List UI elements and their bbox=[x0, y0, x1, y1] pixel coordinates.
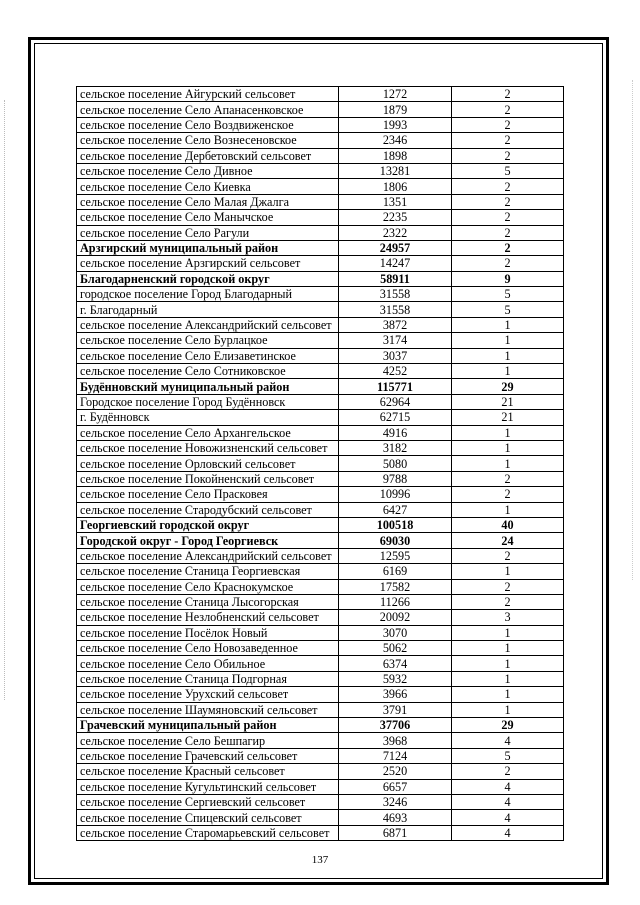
cell-count: 2 bbox=[452, 102, 564, 117]
cell-population: 3174 bbox=[339, 333, 452, 348]
cell-population: 6871 bbox=[339, 825, 452, 840]
cell-count: 2 bbox=[452, 210, 564, 225]
cell-count: 1 bbox=[452, 425, 564, 440]
table-row-subtotal bbox=[77, 517, 564, 532]
table-row bbox=[77, 440, 564, 455]
cell-name: сельское поселение Село Обильное bbox=[77, 656, 339, 671]
cell-count: 2 bbox=[452, 240, 564, 255]
cell-count: 1 bbox=[452, 656, 564, 671]
table-row bbox=[77, 302, 564, 317]
cell-count: 9 bbox=[452, 271, 564, 286]
cell-count: 5 bbox=[452, 748, 564, 763]
cell-population: 17582 bbox=[339, 579, 452, 594]
cell-name: сельское поселение Старомарьевский сельсовет bbox=[77, 825, 339, 840]
cell-name: сельское поселение Грачевский сельсовет bbox=[77, 748, 339, 763]
cell-name: сельское поселение Урухский сельсовет bbox=[77, 687, 339, 702]
table-row bbox=[77, 748, 564, 763]
table-row bbox=[77, 225, 564, 240]
cell-population: 37706 bbox=[339, 718, 452, 733]
cell-count: 2 bbox=[452, 594, 564, 609]
cell-name: городское поселение Город Благодарный bbox=[77, 287, 339, 302]
table-row bbox=[77, 594, 564, 609]
table-row bbox=[77, 810, 564, 825]
cell-count: 4 bbox=[452, 779, 564, 794]
table-row bbox=[77, 779, 564, 794]
table-body bbox=[77, 87, 564, 841]
cell-population: 1898 bbox=[339, 148, 452, 163]
cell-population: 1993 bbox=[339, 117, 452, 132]
cell-population: 2322 bbox=[339, 225, 452, 240]
table-row bbox=[77, 179, 564, 194]
cell-count: 5 bbox=[452, 302, 564, 317]
cell-population: 2346 bbox=[339, 133, 452, 148]
cell-population: 2235 bbox=[339, 210, 452, 225]
cell-name: сельское поселение Село Малая Джалга bbox=[77, 194, 339, 209]
cell-population: 14247 bbox=[339, 256, 452, 271]
cell-population: 3968 bbox=[339, 733, 452, 748]
cell-population: 69030 bbox=[339, 533, 452, 548]
cell-population: 62964 bbox=[339, 394, 452, 409]
table-row-subtotal bbox=[77, 533, 564, 548]
cell-count: 21 bbox=[452, 410, 564, 425]
cell-name: Арзгирский муниципальный район bbox=[77, 240, 339, 255]
table-row bbox=[77, 117, 564, 132]
cell-population: 58911 bbox=[339, 271, 452, 286]
cell-name: сельское поселение Село Бурлацкое bbox=[77, 333, 339, 348]
cell-name: Будённовский муниципальный район bbox=[77, 379, 339, 394]
table-row bbox=[77, 163, 564, 178]
cell-count: 2 bbox=[452, 133, 564, 148]
cell-name: сельское поселение Село Елизаветинское bbox=[77, 348, 339, 363]
table-row bbox=[77, 794, 564, 809]
cell-population: 5932 bbox=[339, 671, 452, 686]
cell-population: 2520 bbox=[339, 764, 452, 779]
cell-name: Городское поселение Город Будённовск bbox=[77, 394, 339, 409]
cell-name: сельское поселение Новожизненский сельсовет bbox=[77, 440, 339, 455]
cell-count: 1 bbox=[452, 456, 564, 471]
table-row bbox=[77, 671, 564, 686]
cell-name: сельское поселение Спицевский сельсовет bbox=[77, 810, 339, 825]
cell-count: 29 bbox=[452, 379, 564, 394]
table-row bbox=[77, 102, 564, 117]
cell-name: сельское поселение Село Архангельское bbox=[77, 425, 339, 440]
cell-count: 1 bbox=[452, 641, 564, 656]
table-row bbox=[77, 625, 564, 640]
table-row bbox=[77, 256, 564, 271]
cell-name: сельское поселение Село Манычское bbox=[77, 210, 339, 225]
cell-name: Городской округ - Город Георгиевск bbox=[77, 533, 339, 548]
cell-population: 6374 bbox=[339, 656, 452, 671]
table-row bbox=[77, 133, 564, 148]
cell-population: 3791 bbox=[339, 702, 452, 717]
cell-name: сельское поселение Шаумяновский сельсовет bbox=[77, 702, 339, 717]
cell-population: 4252 bbox=[339, 364, 452, 379]
table-row bbox=[77, 410, 564, 425]
cell-count: 2 bbox=[452, 117, 564, 132]
cell-name: сельское поселение Село Вознесеновское bbox=[77, 133, 339, 148]
cell-name: сельское поселение Село Прасковея bbox=[77, 487, 339, 502]
cell-population: 3872 bbox=[339, 317, 452, 332]
table-row bbox=[77, 210, 564, 225]
cell-name: Благодарненский городской округ bbox=[77, 271, 339, 286]
cell-population: 6169 bbox=[339, 564, 452, 579]
cell-population: 6427 bbox=[339, 502, 452, 517]
cell-name: сельское поселение Село Бешпагир bbox=[77, 733, 339, 748]
table-row bbox=[77, 764, 564, 779]
cell-population: 3182 bbox=[339, 440, 452, 455]
cell-name: сельское поселение Александрийский сельсовет bbox=[77, 548, 339, 563]
table-row bbox=[77, 456, 564, 471]
table-row bbox=[77, 548, 564, 563]
cell-count: 1 bbox=[452, 333, 564, 348]
cell-name: сельское поселение Село Краснокумское bbox=[77, 579, 339, 594]
table-row bbox=[77, 148, 564, 163]
cell-name: сельское поселение Село Апанасенковское bbox=[77, 102, 339, 117]
cell-count: 2 bbox=[452, 87, 564, 102]
cell-count: 5 bbox=[452, 163, 564, 178]
cell-count: 1 bbox=[452, 564, 564, 579]
cell-population: 31558 bbox=[339, 287, 452, 302]
cell-count: 1 bbox=[452, 440, 564, 455]
cell-count: 2 bbox=[452, 179, 564, 194]
table-row bbox=[77, 364, 564, 379]
cell-name: сельское поселение Село Киевка bbox=[77, 179, 339, 194]
cell-name: Георгиевский городской округ bbox=[77, 517, 339, 532]
cell-name: сельское поселение Село Воздвиженское bbox=[77, 117, 339, 132]
cell-count: 24 bbox=[452, 533, 564, 548]
cell-name: сельское поселение Посёлок Новый bbox=[77, 625, 339, 640]
cell-name: г. Благодарный bbox=[77, 302, 339, 317]
cell-population: 4693 bbox=[339, 810, 452, 825]
cell-count: 4 bbox=[452, 825, 564, 840]
cell-population: 115771 bbox=[339, 379, 452, 394]
table-row bbox=[77, 471, 564, 486]
cell-population: 5080 bbox=[339, 456, 452, 471]
table-row bbox=[77, 687, 564, 702]
cell-count: 2 bbox=[452, 148, 564, 163]
cell-population: 100518 bbox=[339, 517, 452, 532]
cell-population: 5062 bbox=[339, 641, 452, 656]
cell-population: 24957 bbox=[339, 240, 452, 255]
table-row-subtotal bbox=[77, 379, 564, 394]
table-row-subtotal bbox=[77, 718, 564, 733]
cell-population: 13281 bbox=[339, 163, 452, 178]
cell-count: 4 bbox=[452, 794, 564, 809]
table-row bbox=[77, 425, 564, 440]
cell-name: г. Будённовск bbox=[77, 410, 339, 425]
cell-count: 2 bbox=[452, 471, 564, 486]
cell-count: 1 bbox=[452, 625, 564, 640]
cell-population: 1272 bbox=[339, 87, 452, 102]
table-row bbox=[77, 641, 564, 656]
cell-name: сельское поселение Село Рагули bbox=[77, 225, 339, 240]
table-row bbox=[77, 487, 564, 502]
population-table bbox=[76, 86, 564, 841]
cell-population: 9788 bbox=[339, 471, 452, 486]
cell-name: сельское поселение Село Сотниковское bbox=[77, 364, 339, 379]
cell-population: 3966 bbox=[339, 687, 452, 702]
table-row bbox=[77, 333, 564, 348]
table-row bbox=[77, 348, 564, 363]
table-row-subtotal bbox=[77, 271, 564, 286]
cell-count: 5 bbox=[452, 287, 564, 302]
cell-name: сельское поселение Стародубский сельсовет bbox=[77, 502, 339, 517]
table-row bbox=[77, 287, 564, 302]
cell-population: 12595 bbox=[339, 548, 452, 563]
table-row bbox=[77, 610, 564, 625]
cell-count: 2 bbox=[452, 194, 564, 209]
cell-population: 1806 bbox=[339, 179, 452, 194]
cell-population: 62715 bbox=[339, 410, 452, 425]
cell-population: 1351 bbox=[339, 194, 452, 209]
cell-count: 3 bbox=[452, 610, 564, 625]
cell-count: 2 bbox=[452, 764, 564, 779]
cell-count: 4 bbox=[452, 733, 564, 748]
cell-name: сельское поселение Орловский сельсовет bbox=[77, 456, 339, 471]
table-row bbox=[77, 502, 564, 517]
cell-population: 3246 bbox=[339, 794, 452, 809]
cell-count: 40 bbox=[452, 517, 564, 532]
cell-name: сельское поселение Незлобненский сельсовет bbox=[77, 610, 339, 625]
cell-count: 2 bbox=[452, 256, 564, 271]
cell-population: 31558 bbox=[339, 302, 452, 317]
cell-name: сельское поселение Станица Георгиевская bbox=[77, 564, 339, 579]
cell-name: Грачевский муниципальный район bbox=[77, 718, 339, 733]
scan-edge-right bbox=[632, 80, 634, 580]
cell-name: сельское поселение Айгурский сельсовет bbox=[77, 87, 339, 102]
cell-count: 1 bbox=[452, 348, 564, 363]
cell-count: 1 bbox=[452, 702, 564, 717]
cell-count: 1 bbox=[452, 671, 564, 686]
cell-population: 11266 bbox=[339, 594, 452, 609]
cell-name: сельское поселение Сергиевский сельсовет bbox=[77, 794, 339, 809]
cell-population: 3037 bbox=[339, 348, 452, 363]
cell-name: сельское поселение Арзгирский сельсовет bbox=[77, 256, 339, 271]
scan-edge-left bbox=[4, 100, 6, 700]
cell-population: 7124 bbox=[339, 748, 452, 763]
cell-population: 4916 bbox=[339, 425, 452, 440]
cell-count: 1 bbox=[452, 502, 564, 517]
table-row bbox=[77, 194, 564, 209]
table-row bbox=[77, 317, 564, 332]
cell-name: сельское поселение Покойненский сельсовет bbox=[77, 471, 339, 486]
cell-count: 4 bbox=[452, 810, 564, 825]
cell-population: 3070 bbox=[339, 625, 452, 640]
cell-population: 20092 bbox=[339, 610, 452, 625]
cell-population: 10996 bbox=[339, 487, 452, 502]
cell-count: 2 bbox=[452, 487, 564, 502]
cell-name: сельское поселение Красный сельсовет bbox=[77, 764, 339, 779]
cell-name: сельское поселение Село Дивное bbox=[77, 163, 339, 178]
table-row bbox=[77, 87, 564, 102]
cell-count: 1 bbox=[452, 364, 564, 379]
table-row bbox=[77, 825, 564, 840]
table-row bbox=[77, 702, 564, 717]
cell-name: сельское поселение Село Новозаведенное bbox=[77, 641, 339, 656]
cell-count: 1 bbox=[452, 687, 564, 702]
cell-count: 2 bbox=[452, 548, 564, 563]
table-row bbox=[77, 394, 564, 409]
cell-name: сельское поселение Станица Подгорная bbox=[77, 671, 339, 686]
cell-count: 21 bbox=[452, 394, 564, 409]
page-number: 137 bbox=[311, 854, 329, 866]
cell-count: 2 bbox=[452, 225, 564, 240]
table-row-subtotal bbox=[77, 240, 564, 255]
cell-count: 1 bbox=[452, 317, 564, 332]
cell-population: 1879 bbox=[339, 102, 452, 117]
cell-name: сельское поселение Дербетовский сельсовет bbox=[77, 148, 339, 163]
cell-count: 2 bbox=[452, 579, 564, 594]
table-row bbox=[77, 733, 564, 748]
cell-name: сельское поселение Станица Лысогорская bbox=[77, 594, 339, 609]
cell-population: 6657 bbox=[339, 779, 452, 794]
cell-count: 29 bbox=[452, 718, 564, 733]
cell-name: сельское поселение Александрийский сельсовет bbox=[77, 317, 339, 332]
cell-name: сельское поселение Кугультинский сельсовет bbox=[77, 779, 339, 794]
table-row bbox=[77, 656, 564, 671]
table-row bbox=[77, 579, 564, 594]
table-row bbox=[77, 564, 564, 579]
